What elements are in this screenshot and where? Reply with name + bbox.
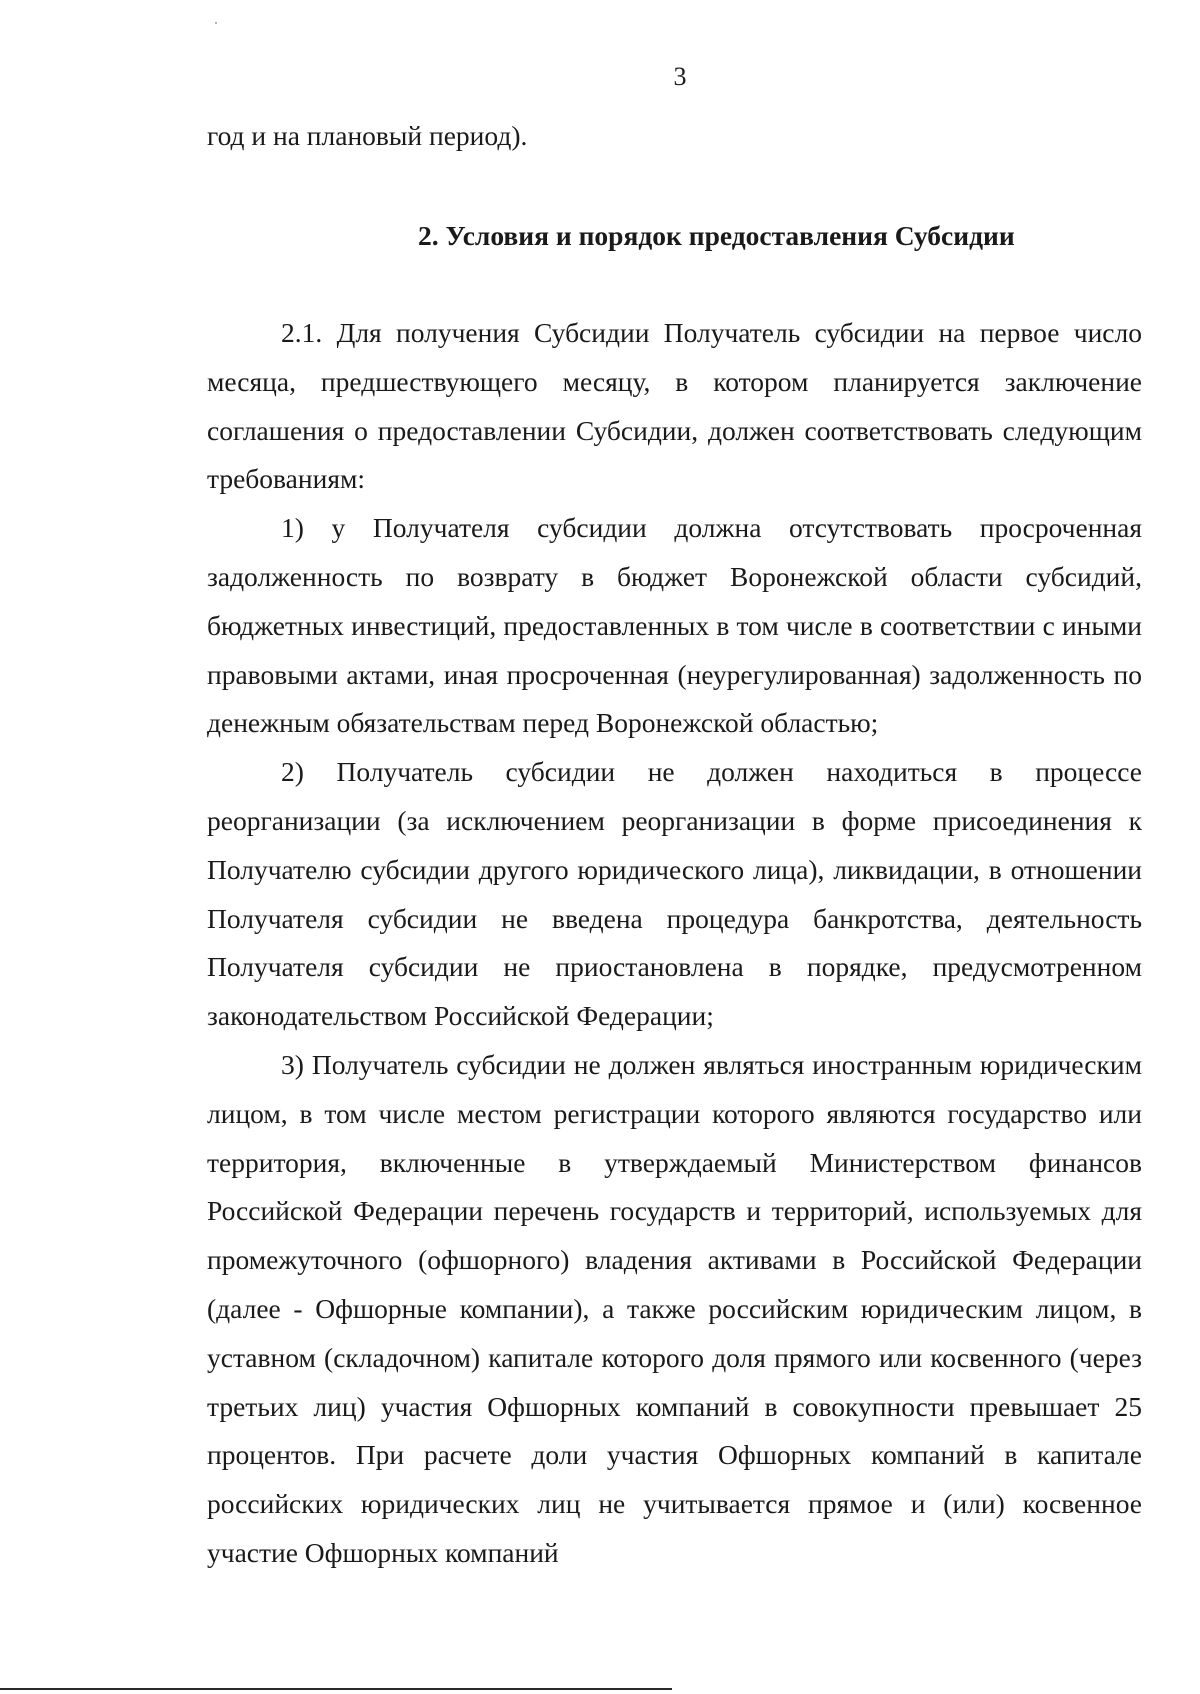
paragraph-2-1: 2.1. Для получения Субсидии Получатель субсидии на первое число месяца, предшествующего месяцу, в котором планируется заключение соглашения о предоставлении Субсидии, должен соответствовать следующим требованиям:	[207, 317, 1142, 495]
body-text	[207, 309, 1142, 1578]
paragraph-item-2: 2) Получатель субсидии не должен находиться в процессе реорганизации (за исключением реорганизации в форме присоединения к Получателю субсидии другого юридического лица), ликвидации, в отношении Получателя субсидии не введена процедура банкротства, деятельность Получателя субсидии не приостановлена в порядке, предусмотренном законодательством Российской Федерации;	[207, 756, 1142, 1032]
paragraph-item-1: 1) у Получателя субсидии должна отсутствовать просроченная задолженность по возврату в бюджет Воронежской области субсидий, бюджетных инвестиций, предоставленных в том числе в соответствии с иными правовыми актами, иная просроченная (неурегулированная) задолженность по денежным обязательствам перед Воронежской областью;	[207, 512, 1142, 739]
carryover-text: год и на плановый период).	[207, 120, 528, 151]
bottom-rule	[0, 1688, 672, 1690]
paragraph-item-3: 3) Получатель субсидии не должен являться иностранным юридическим лицом, в том числе местом регистрации которого являются государство или территория, включенные в утверждаемый Министерством финансов Российской Федерации перечень государств и территорий, используемых для промежуточного (офшорного) владения активами в Российской Федерации (далее - Офшорные компании), а также российским юридическим лицом, в уставном (складочном) капитале которого доля прямого или косвенного (через третьих лиц) участия Офшорных компаний в совокупности превышает 25 процентов. При расчете доли участия Офшорных компаний в капитале российских юридических лиц не учитывается прямое и (или) косвенное участие Офшорных компаний	[207, 1048, 1142, 1568]
page-number: 3	[673, 62, 687, 91]
scan-speck	[215, 22, 217, 24]
section-heading: 2. Условия и порядок предоставления Субсидии	[418, 220, 1015, 251]
